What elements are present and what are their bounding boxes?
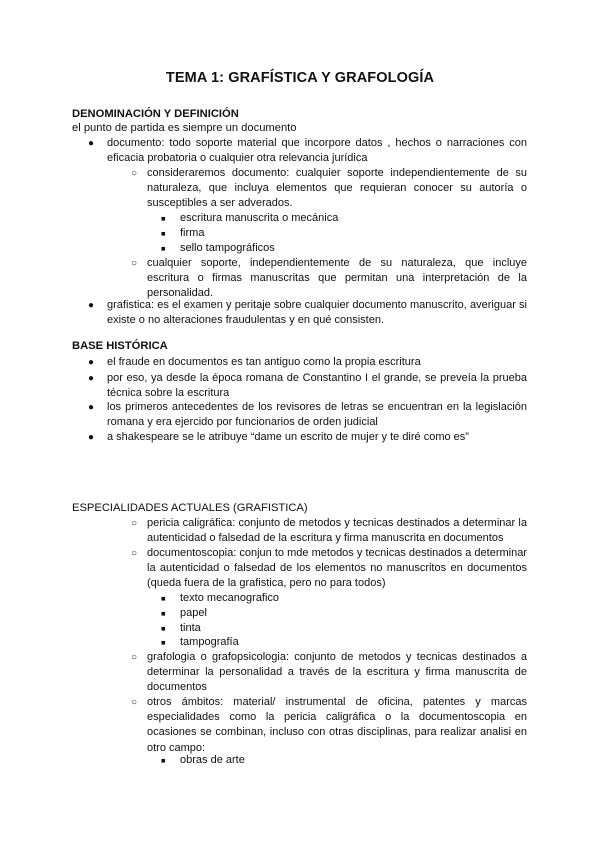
section-heading-base-historica: BASE HISTÓRICA bbox=[72, 340, 168, 352]
list-item: cualquier soporte, independientemente de su naturaleza, que incluye escritura o firmas manuscritas que permitan una interpretación de la personalidad. bbox=[147, 257, 527, 300]
bullet-square-icon: ■ bbox=[161, 244, 166, 253]
bullet-circle-icon: ○ bbox=[131, 258, 138, 269]
list-item: consideraremos documento: cualquier soporte independientemente de su naturaleza, que incluya elementos que requieran conocer su autoría o susceptibles a ser adverados. bbox=[147, 167, 527, 210]
bullet-square-icon: ■ bbox=[161, 214, 166, 223]
bullet-circle-icon: ○ bbox=[131, 168, 138, 179]
bullet-circle-icon: ○ bbox=[131, 548, 138, 559]
list-item: sello tampográficos bbox=[180, 242, 275, 254]
bullet-square-icon: ■ bbox=[161, 638, 166, 647]
bullet-square-icon: ■ bbox=[161, 624, 166, 633]
page-title: TEMA 1: GRAFÍSTICA Y GRAFOLOGÍA bbox=[165, 70, 435, 86]
bullet-square-icon: ■ bbox=[161, 229, 166, 238]
list-item: tampografía bbox=[180, 636, 239, 648]
section-intro: el punto de partida es siempre un documento bbox=[72, 122, 297, 134]
list-item: grafologia o grafopsicologia: conjunto de metodos y tecnicas destinados a determinar la personalidad a través de la escritura y firma manuscrita de documentos bbox=[147, 651, 527, 694]
list-item: los primeros antecedentes de los revisores de letras se encuentran en la legislación romana y era ejercido por funcionarios de orden judicial bbox=[107, 401, 527, 429]
list-item: escritura manuscrita o mecánica bbox=[180, 212, 339, 224]
bullet-square-icon: ■ bbox=[161, 594, 166, 603]
list-item: obras de arte bbox=[180, 754, 245, 766]
list-item: el fraude en documentos es tan antiguo como la propia escritura bbox=[107, 356, 421, 368]
bullet-disc-icon: ● bbox=[88, 402, 95, 413]
list-item: grafistica: es el examen y peritaje sobre cualquier documento manuscrito, averiguar si existe o no alteraciones fraudulentas y en qué consisten. bbox=[107, 299, 527, 327]
list-item: documento: todo soporte material que incorpore datos , hechos o narraciones con eficacia probatoria o cualquier otra relevancia jurídica bbox=[107, 137, 527, 165]
bullet-disc-icon: ● bbox=[88, 300, 95, 311]
bullet-disc-icon: ● bbox=[88, 373, 95, 384]
list-item: firma bbox=[180, 227, 205, 239]
bullet-square-icon: ■ bbox=[161, 609, 166, 618]
list-item: documentoscopia: conjun to mde metodos y tecnicas destinados a determinar la autenticidad o falsedad de los elementos no manuscritos en documentos (queda fuera de la grafistica, pero no para todos) bbox=[147, 547, 527, 590]
list-item: papel bbox=[180, 607, 207, 619]
bullet-circle-icon: ○ bbox=[131, 697, 138, 708]
list-item: por eso, ya desde la época romana de Constantino I el grande, se preveía la prueba técnica sobre la escritura bbox=[107, 372, 527, 400]
list-item: texto mecanografico bbox=[180, 592, 280, 604]
list-item: otros ámbitos: material/ instrumental de oficina, patentes y marcas especialidades como la pericia caligráfica o la documentoscopia en ocasiones se combinan, incluso con otras disciplinas, para realizar analisi en otro campo: bbox=[147, 696, 527, 754]
bullet-disc-icon: ● bbox=[88, 357, 95, 368]
list-item: tinta bbox=[180, 622, 201, 634]
list-item: a shakespeare se le atribuye “dame un escrito de mujer y te diré como es” bbox=[107, 431, 469, 443]
bullet-circle-icon: ○ bbox=[131, 518, 138, 529]
section-heading-denominacion: DENOMINACIÓN Y DEFINICIÓN bbox=[72, 108, 239, 120]
bullet-square-icon: ■ bbox=[161, 756, 166, 765]
bullet-circle-icon: ○ bbox=[131, 652, 138, 663]
bullet-disc-icon: ● bbox=[88, 432, 95, 443]
bullet-disc-icon: ● bbox=[88, 138, 95, 149]
list-item: pericia caligráfica: conjunto de metodos y tecnicas destinados a determinar la autenticidad o falsedad de la escritura y firma manuscrita en documentos bbox=[147, 517, 527, 545]
section-heading-especialidades: ESPECIALIDADES ACTUALES (GRAFISTICA) bbox=[72, 502, 308, 514]
